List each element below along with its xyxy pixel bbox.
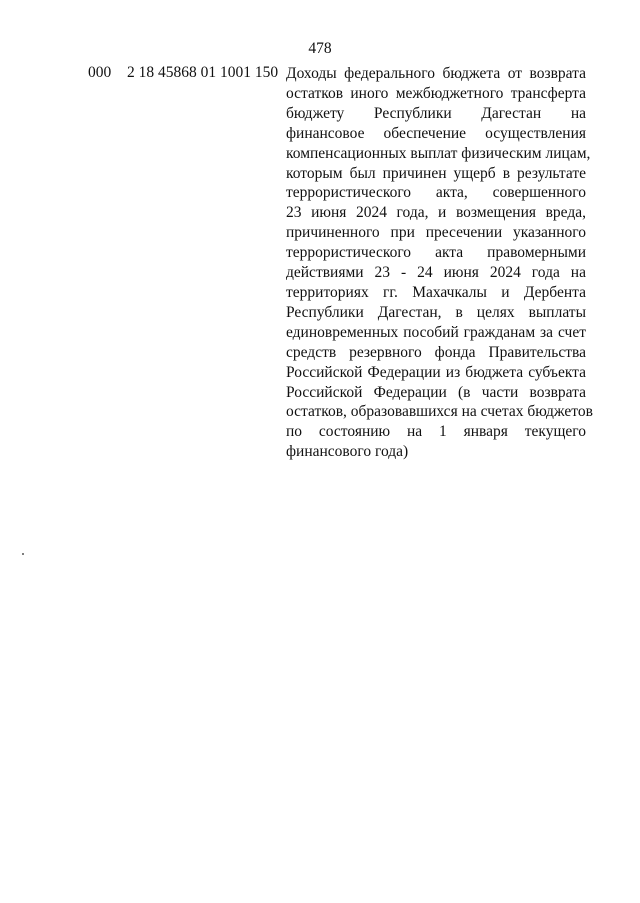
description-line: 23 июня 2024 года, и возмещения вреда, <box>286 204 586 222</box>
description-line: террористического акта правомерными <box>286 244 586 262</box>
income-description <box>286 64 593 462</box>
description-line: бюджету Республики Дагестан на <box>286 104 586 122</box>
description-line: Доходы федерального бюджета от возврата <box>286 65 586 82</box>
page-number: 478 <box>308 40 332 57</box>
description-line: остатков, образовавшихся на счетах бюджетов <box>286 403 593 421</box>
description-line: территориях гг. Махачкалы и Дербента <box>286 283 586 301</box>
income-classification-code: 2 18 45868 01 1001 150 <box>127 64 279 81</box>
description-line: Республики Дагестан, в целях выплаты <box>286 303 586 321</box>
scan-speck <box>22 553 24 555</box>
description-line: остатков иного межбюджетного трансферта <box>286 84 586 102</box>
description-line: финансовое обеспечение осуществления <box>286 124 586 142</box>
description-line: Российской Федерации из бюджета субъекта <box>286 363 586 381</box>
description-line: которым был причинен ущерб в результате <box>286 164 586 182</box>
description-line: компенсационных выплат физическим лицам, <box>286 144 591 162</box>
description-line: действиями 23 - 24 июня 2024 года на <box>286 264 586 282</box>
description-line: по состоянию на 1 января текущего <box>286 423 586 441</box>
description-line: единовременных пособий гражданам за счет <box>286 323 586 341</box>
description-line: Российской Федерации (в части возврата <box>286 383 586 401</box>
description-line: причиненного при пресечении указанного <box>286 224 586 242</box>
description-line: финансового года) <box>286 443 409 461</box>
description-line: средств резервного фонда Правительства <box>286 343 586 361</box>
administrator-code: 000 <box>88 64 112 81</box>
description-line: террористического акта, совершенного <box>286 184 586 202</box>
